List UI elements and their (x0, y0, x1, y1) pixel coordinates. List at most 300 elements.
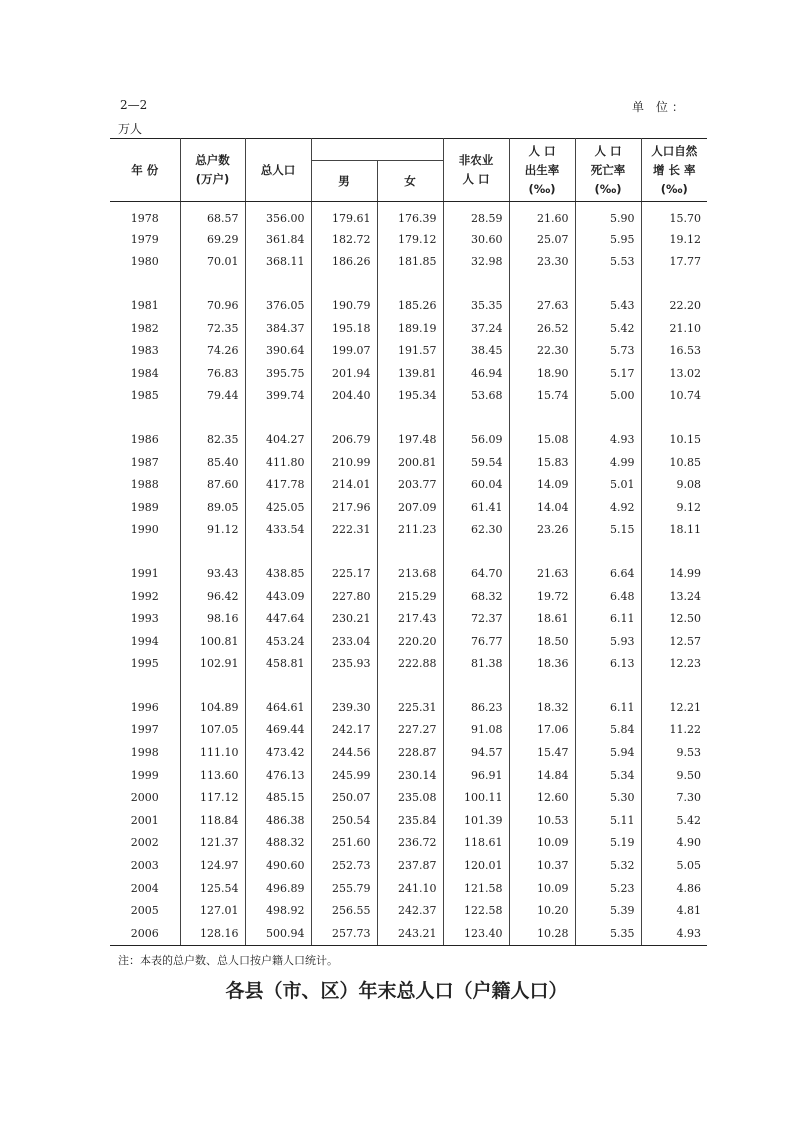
value-cell: 117.12 (180, 786, 245, 809)
value-cell: 21.63 (509, 562, 575, 585)
value-cell: 18.50 (509, 630, 575, 653)
value-cell: 473.42 (245, 741, 311, 764)
value-cell: 37.24 (443, 317, 509, 340)
value-cell: 200.81 (377, 451, 443, 474)
value-cell: 17.06 (509, 719, 575, 742)
value-cell: 6.13 (575, 653, 641, 676)
year-cell: 2006 (110, 922, 180, 945)
value-cell: 9.12 (641, 496, 707, 519)
value-cell: 18.90 (509, 362, 575, 385)
section-title: 各县（市、区）年末总人口（户籍人口） (225, 980, 568, 1002)
value-cell: 9.53 (641, 741, 707, 764)
value-cell: 10.28 (509, 922, 575, 945)
value-cell: 70.96 (180, 294, 245, 317)
value-cell: 101.39 (443, 809, 509, 832)
value-cell: 230.21 (311, 607, 377, 630)
value-cell: 82.35 (180, 428, 245, 451)
value-cell: 35.35 (443, 294, 509, 317)
value-cell: 498.92 (245, 899, 311, 922)
value-cell: 217.96 (311, 496, 377, 519)
value-cell: 390.64 (245, 339, 311, 362)
value-cell: 86.23 (443, 696, 509, 719)
value-cell: 121.37 (180, 832, 245, 855)
value-cell: 195.18 (311, 317, 377, 340)
value-cell: 22.20 (641, 294, 707, 317)
value-cell: 93.43 (180, 562, 245, 585)
value-cell: 91.12 (180, 519, 245, 542)
value-cell: 181.85 (377, 251, 443, 274)
value-cell: 89.05 (180, 496, 245, 519)
year-cell: 1983 (130, 344, 159, 358)
value-cell: 30.60 (443, 228, 509, 251)
value-cell: 96.91 (443, 764, 509, 787)
value-cell: 4.93 (575, 428, 641, 451)
value-cell: 111.10 (180, 741, 245, 764)
value-cell: 207.09 (377, 496, 443, 519)
value-cell: 399.74 (245, 385, 311, 408)
table-row (110, 562, 707, 585)
value-cell: 228.87 (377, 741, 443, 764)
value-cell: 68.32 (443, 585, 509, 608)
value-cell: 120.01 (443, 854, 509, 877)
value-cell: 214.01 (311, 473, 377, 496)
value-cell: 199.07 (311, 339, 377, 362)
value-cell: 76.83 (180, 362, 245, 385)
value-cell: 27.63 (509, 294, 575, 317)
population-table (110, 138, 707, 946)
value-cell: 213.68 (377, 562, 443, 585)
value-cell: 74.26 (180, 339, 245, 362)
value-cell: 18.11 (641, 519, 707, 542)
value-cell: 176.39 (377, 202, 443, 229)
value-cell: 241.10 (377, 877, 443, 900)
value-cell: 100.81 (180, 630, 245, 653)
value-cell: 10.15 (641, 428, 707, 451)
value-cell: 21.10 (641, 317, 707, 340)
value-cell: 206.79 (311, 428, 377, 451)
value-cell: 237.87 (377, 854, 443, 877)
value-cell: 191.57 (377, 339, 443, 362)
value-cell: 76.77 (443, 630, 509, 653)
value-cell: 5.05 (641, 854, 707, 877)
year-cell: 1992 (130, 589, 159, 603)
value-cell: 250.54 (311, 809, 377, 832)
value-cell: 5.35 (575, 922, 641, 945)
value-cell: 81.38 (443, 653, 509, 676)
value-cell: 230.14 (377, 764, 443, 787)
header-total-population: 总人口 (245, 139, 311, 202)
value-cell: 19.72 (509, 585, 575, 608)
header-birth-rate: 人 口 出生率 (‰) (509, 139, 575, 202)
table-row (110, 362, 707, 385)
value-cell: 12.57 (641, 630, 707, 653)
value-cell: 23.30 (509, 251, 575, 274)
year-cell: 1986 (130, 432, 159, 446)
table-row (110, 228, 707, 251)
value-cell: 12.60 (509, 786, 575, 809)
table-row (110, 519, 707, 542)
table-row (110, 764, 707, 787)
value-cell: 118.61 (443, 832, 509, 855)
value-cell: 21.60 (509, 202, 575, 229)
table-row (110, 251, 707, 274)
value-cell: 107.05 (180, 719, 245, 742)
year-cell: 1982 (130, 321, 159, 335)
value-cell: 4.90 (641, 832, 707, 855)
value-cell: 255.79 (311, 877, 377, 900)
table-row (110, 428, 707, 451)
table-row (110, 741, 707, 764)
year-cell: 1987 (130, 455, 159, 469)
value-cell: 139.81 (377, 362, 443, 385)
value-cell: 14.04 (509, 496, 575, 519)
value-cell: 22.30 (509, 339, 575, 362)
table-row (110, 385, 707, 408)
value-cell: 6.11 (575, 696, 641, 719)
value-cell: 256.55 (311, 899, 377, 922)
value-cell: 118.84 (180, 809, 245, 832)
value-cell: 197.48 (377, 428, 443, 451)
value-cell: 18.32 (509, 696, 575, 719)
table-row (110, 854, 707, 877)
value-cell: 5.17 (575, 362, 641, 385)
value-cell: 251.60 (311, 832, 377, 855)
year-cell: 2001 (130, 813, 159, 827)
header-natural-growth: 人口自然 增 长 率 (‰) (641, 139, 707, 202)
table-row (110, 899, 707, 922)
value-cell: 488.32 (245, 832, 311, 855)
value-cell: 5.30 (575, 786, 641, 809)
value-cell: 182.72 (311, 228, 377, 251)
value-cell: 85.40 (180, 451, 245, 474)
value-cell: 122.58 (443, 899, 509, 922)
value-cell: 6.64 (575, 562, 641, 585)
value-cell: 464.61 (245, 696, 311, 719)
value-cell: 195.34 (377, 385, 443, 408)
value-cell: 239.30 (311, 696, 377, 719)
value-cell: 56.09 (443, 428, 509, 451)
spacer-row (110, 273, 707, 294)
year-cell: 1994 (130, 634, 159, 648)
value-cell: 124.97 (180, 854, 245, 877)
value-cell: 453.24 (245, 630, 311, 653)
table-row (110, 607, 707, 630)
value-cell: 215.29 (377, 585, 443, 608)
value-cell: 70.01 (180, 251, 245, 274)
year-cell: 1995 (130, 657, 159, 671)
value-cell: 211.23 (377, 519, 443, 542)
value-cell: 250.07 (311, 786, 377, 809)
value-cell: 227.80 (311, 585, 377, 608)
value-cell: 447.64 (245, 607, 311, 630)
value-cell: 10.20 (509, 899, 575, 922)
value-cell: 26.52 (509, 317, 575, 340)
value-cell: 10.53 (509, 809, 575, 832)
value-cell: 14.09 (509, 473, 575, 496)
value-cell: 469.44 (245, 719, 311, 742)
value-cell: 5.95 (575, 228, 641, 251)
value-cell: 94.57 (443, 741, 509, 764)
value-cell: 23.26 (509, 519, 575, 542)
value-cell: 64.70 (443, 562, 509, 585)
value-cell: 227.27 (377, 719, 443, 742)
value-cell: 25.07 (509, 228, 575, 251)
table-row (110, 630, 707, 653)
value-cell: 376.05 (245, 294, 311, 317)
value-cell: 18.36 (509, 653, 575, 676)
spacer-row (110, 541, 707, 562)
value-cell: 235.08 (377, 786, 443, 809)
year-cell: 2003 (130, 859, 159, 873)
value-cell: 59.54 (443, 451, 509, 474)
header-death-rate: 人 口 死亡率 (‰) (575, 139, 641, 202)
value-cell: 5.34 (575, 764, 641, 787)
value-cell: 15.47 (509, 741, 575, 764)
value-cell: 395.75 (245, 362, 311, 385)
table-row (110, 877, 707, 900)
value-cell: 15.83 (509, 451, 575, 474)
value-cell: 189.19 (377, 317, 443, 340)
header-households: 总户数 (万户) (180, 139, 245, 202)
table-row (110, 473, 707, 496)
value-cell: 72.37 (443, 607, 509, 630)
year-cell: 1980 (130, 255, 159, 269)
value-cell: 17.77 (641, 251, 707, 274)
value-cell: 486.38 (245, 809, 311, 832)
table-row (110, 719, 707, 742)
table-row (110, 294, 707, 317)
value-cell: 257.73 (311, 922, 377, 945)
year-cell: 1993 (130, 612, 159, 626)
value-cell: 5.11 (575, 809, 641, 832)
year-cell: 1999 (130, 768, 159, 782)
value-cell: 13.24 (641, 585, 707, 608)
value-cell: 233.04 (311, 630, 377, 653)
value-cell: 210.99 (311, 451, 377, 474)
value-cell: 69.29 (180, 228, 245, 251)
value-cell: 404.27 (245, 428, 311, 451)
value-cell: 411.80 (245, 451, 311, 474)
value-cell: 368.11 (245, 251, 311, 274)
value-cell: 384.37 (245, 317, 311, 340)
year-cell: 1981 (130, 298, 159, 312)
value-cell: 68.57 (180, 202, 245, 229)
value-cell: 243.21 (377, 922, 443, 945)
value-cell: 19.12 (641, 228, 707, 251)
value-cell: 425.05 (245, 496, 311, 519)
year-cell: 1988 (130, 478, 159, 492)
value-cell: 15.74 (509, 385, 575, 408)
value-cell: 252.73 (311, 854, 377, 877)
value-cell: 496.89 (245, 877, 311, 900)
value-cell: 13.02 (641, 362, 707, 385)
value-cell: 61.41 (443, 496, 509, 519)
value-cell: 476.13 (245, 764, 311, 787)
value-cell: 185.26 (377, 294, 443, 317)
value-cell: 361.84 (245, 228, 311, 251)
value-cell: 485.15 (245, 786, 311, 809)
value-cell: 12.21 (641, 696, 707, 719)
footnote: 注：本表的总户数、总人口按户籍人口统计。 (118, 954, 338, 967)
value-cell: 217.43 (377, 607, 443, 630)
header-male: 男 (311, 161, 377, 202)
value-cell: 104.89 (180, 696, 245, 719)
value-cell: 15.08 (509, 428, 575, 451)
table-row (110, 585, 707, 608)
value-cell: 235.93 (311, 653, 377, 676)
value-cell: 9.08 (641, 473, 707, 496)
year-cell: 1978 (130, 211, 159, 225)
value-cell: 458.81 (245, 653, 311, 676)
value-cell: 245.99 (311, 764, 377, 787)
year-cell: 1997 (130, 723, 159, 737)
value-cell: 242.17 (311, 719, 377, 742)
value-cell: 490.60 (245, 854, 311, 877)
value-cell: 225.17 (311, 562, 377, 585)
value-cell: 5.53 (575, 251, 641, 274)
header-sex-group (311, 139, 443, 161)
value-cell: 242.37 (377, 899, 443, 922)
value-cell: 12.50 (641, 607, 707, 630)
value-cell: 201.94 (311, 362, 377, 385)
header-nonagricultural: 非农业 人 口 (443, 139, 509, 202)
value-cell: 100.11 (443, 786, 509, 809)
value-cell: 4.92 (575, 496, 641, 519)
year-cell: 1989 (130, 500, 159, 514)
value-cell: 356.00 (245, 202, 311, 229)
value-cell: 102.91 (180, 653, 245, 676)
value-cell: 14.84 (509, 764, 575, 787)
value-cell: 113.60 (180, 764, 245, 787)
value-cell: 433.54 (245, 519, 311, 542)
value-cell: 10.85 (641, 451, 707, 474)
value-cell: 10.09 (509, 832, 575, 855)
value-cell: 417.78 (245, 473, 311, 496)
value-cell: 72.35 (180, 317, 245, 340)
year-cell: 2004 (130, 881, 159, 895)
value-cell: 128.16 (180, 922, 245, 945)
value-cell: 5.23 (575, 877, 641, 900)
year-cell: 1991 (130, 566, 159, 580)
value-cell: 5.42 (641, 809, 707, 832)
value-cell: 79.44 (180, 385, 245, 408)
table-row (110, 653, 707, 676)
value-cell: 222.88 (377, 653, 443, 676)
value-cell: 62.30 (443, 519, 509, 542)
value-cell: 203.77 (377, 473, 443, 496)
value-cell: 5.84 (575, 719, 641, 742)
value-cell: 190.79 (311, 294, 377, 317)
value-cell: 96.42 (180, 585, 245, 608)
year-cell: 1984 (130, 366, 159, 380)
year-cell: 1998 (130, 746, 159, 760)
value-cell: 127.01 (180, 899, 245, 922)
value-cell: 121.58 (443, 877, 509, 900)
table-row (110, 786, 707, 809)
year-cell: 1990 (130, 523, 159, 537)
value-cell: 9.50 (641, 764, 707, 787)
table-row (110, 317, 707, 340)
table-row (110, 496, 707, 519)
value-cell: 91.08 (443, 719, 509, 742)
value-cell: 4.99 (575, 451, 641, 474)
value-cell: 5.90 (575, 202, 641, 229)
value-cell: 123.40 (443, 922, 509, 945)
value-cell: 98.16 (180, 607, 245, 630)
value-cell: 5.01 (575, 473, 641, 496)
value-cell: 5.73 (575, 339, 641, 362)
value-cell: 5.32 (575, 854, 641, 877)
header-year: 年 份 (110, 139, 180, 202)
year-cell: 1979 (130, 232, 159, 246)
value-cell: 222.31 (311, 519, 377, 542)
unit-value: 万人 (118, 122, 143, 136)
header-female: 女 (377, 161, 443, 202)
spacer-row (110, 407, 707, 428)
table-row (110, 696, 707, 719)
value-cell: 4.81 (641, 899, 707, 922)
value-cell: 5.15 (575, 519, 641, 542)
value-cell: 10.74 (641, 385, 707, 408)
year-cell: 1985 (130, 389, 159, 403)
spacer-row (110, 675, 707, 696)
value-cell: 179.12 (377, 228, 443, 251)
value-cell: 443.09 (245, 585, 311, 608)
value-cell: 28.59 (443, 202, 509, 229)
value-cell: 5.39 (575, 899, 641, 922)
value-cell: 53.68 (443, 385, 509, 408)
value-cell: 204.40 (311, 385, 377, 408)
value-cell: 4.86 (641, 877, 707, 900)
value-cell: 60.04 (443, 473, 509, 496)
value-cell: 186.26 (311, 251, 377, 274)
value-cell: 5.42 (575, 317, 641, 340)
year-cell: 2000 (130, 791, 159, 805)
unit-label: 单 位： (632, 100, 688, 114)
value-cell: 179.61 (311, 202, 377, 229)
value-cell: 5.00 (575, 385, 641, 408)
value-cell: 4.93 (641, 922, 707, 945)
value-cell: 236.72 (377, 832, 443, 855)
value-cell: 500.94 (245, 922, 311, 945)
value-cell: 438.85 (245, 562, 311, 585)
value-cell: 46.94 (443, 362, 509, 385)
value-cell: 18.61 (509, 607, 575, 630)
table-row (110, 202, 707, 229)
value-cell: 38.45 (443, 339, 509, 362)
value-cell: 10.09 (509, 877, 575, 900)
value-cell: 225.31 (377, 696, 443, 719)
value-cell: 5.94 (575, 741, 641, 764)
table-row (110, 809, 707, 832)
table-row (110, 922, 707, 945)
value-cell: 15.70 (641, 202, 707, 229)
value-cell: 125.54 (180, 877, 245, 900)
value-cell: 32.98 (443, 251, 509, 274)
value-cell: 5.19 (575, 832, 641, 855)
value-cell: 235.84 (377, 809, 443, 832)
value-cell: 11.22 (641, 719, 707, 742)
table-row (110, 339, 707, 362)
value-cell: 5.43 (575, 294, 641, 317)
value-cell: 220.20 (377, 630, 443, 653)
table-body (110, 202, 707, 946)
table-row (110, 832, 707, 855)
value-cell: 87.60 (180, 473, 245, 496)
value-cell: 244.56 (311, 741, 377, 764)
value-cell: 5.93 (575, 630, 641, 653)
value-cell: 14.99 (641, 562, 707, 585)
